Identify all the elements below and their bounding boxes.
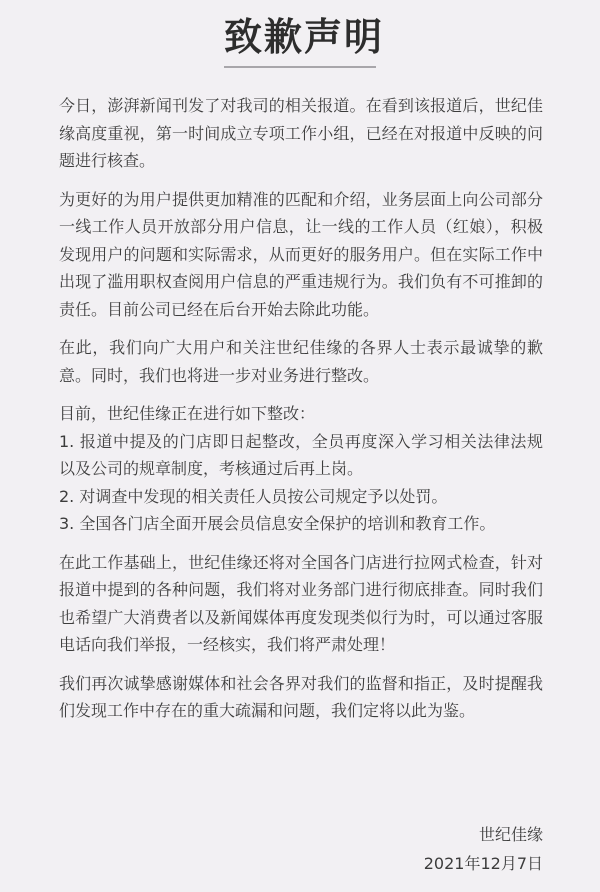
rectification-item-3: 3. 全国各门店全面开展会员信息安全保护的培训和教育工作。 — [59, 514, 496, 533]
paragraph-apology: 在此，我们向广大用户和关注世纪佳缘的各界人士表示最诚挚的歉意。同时，我们也将进一步对业务进行整改。 — [59, 338, 543, 385]
signature-date: 2021年12月7日 — [423, 854, 543, 873]
signature-block — [424, 820, 543, 878]
rectification-section — [59, 400, 543, 538]
rectification-intro: 目前，世纪佳缘正在进行如下整改： — [59, 404, 316, 423]
signature-company: 世纪佳缘 — [478, 825, 543, 844]
paragraph-inspection: 在此工作基础上，世纪佳缘还将对全国各门店进行拉网式检查，针对报道中提到的各种问题，我们将对业务部门进行彻底排查。同时我们也希望广大消费者以及新闻媒体再度发现类似行为时，可以通过客服电话向我们举报，一经核实，我们将严肃处理！ — [59, 552, 543, 654]
paragraph-thanks: 我们再次诚挚感谢媒体和社会各界对我们的监督和指正，及时提醒我们发现工作中存在的重大疏漏和问题，我们定将以此为鉴。 — [59, 673, 543, 720]
document-body — [59, 92, 543, 736]
document-title: 致歉声明 — [224, 14, 376, 68]
paragraph-intro: 今日，澎湃新闻刊发了对我司的相关报道。在看到该报道后，世纪佳缘高度重视，第一时间成立专项工作小组，已经在对报道中反映的问题进行核查。 — [59, 96, 543, 170]
rectification-item-2: 2. 对调查中发现的相关责任人员按公司规定予以处罚。 — [59, 486, 448, 506]
paragraph-explanation: 为更好的为用户提供更加精准的匹配和介绍，业务层面上向公司部分一线工作人员开放部分用户信息，让一线的工作人员（红娘），积极发现用户的问题和实际需求，从而更好的服务用户。但在实际工作中出现了滥用职权查阅用户信息的严重违规行为。我们负有不可推卸的责任。目前公司已经在后台开始去除此功能。 — [59, 189, 543, 319]
rectification-item-1: 1. 报道中提及的门店即日起整改，全员再度深入学习相关法律法规以及公司的规章制度，考核通过后再上岗。 — [59, 431, 543, 478]
title-container — [0, 14, 600, 68]
